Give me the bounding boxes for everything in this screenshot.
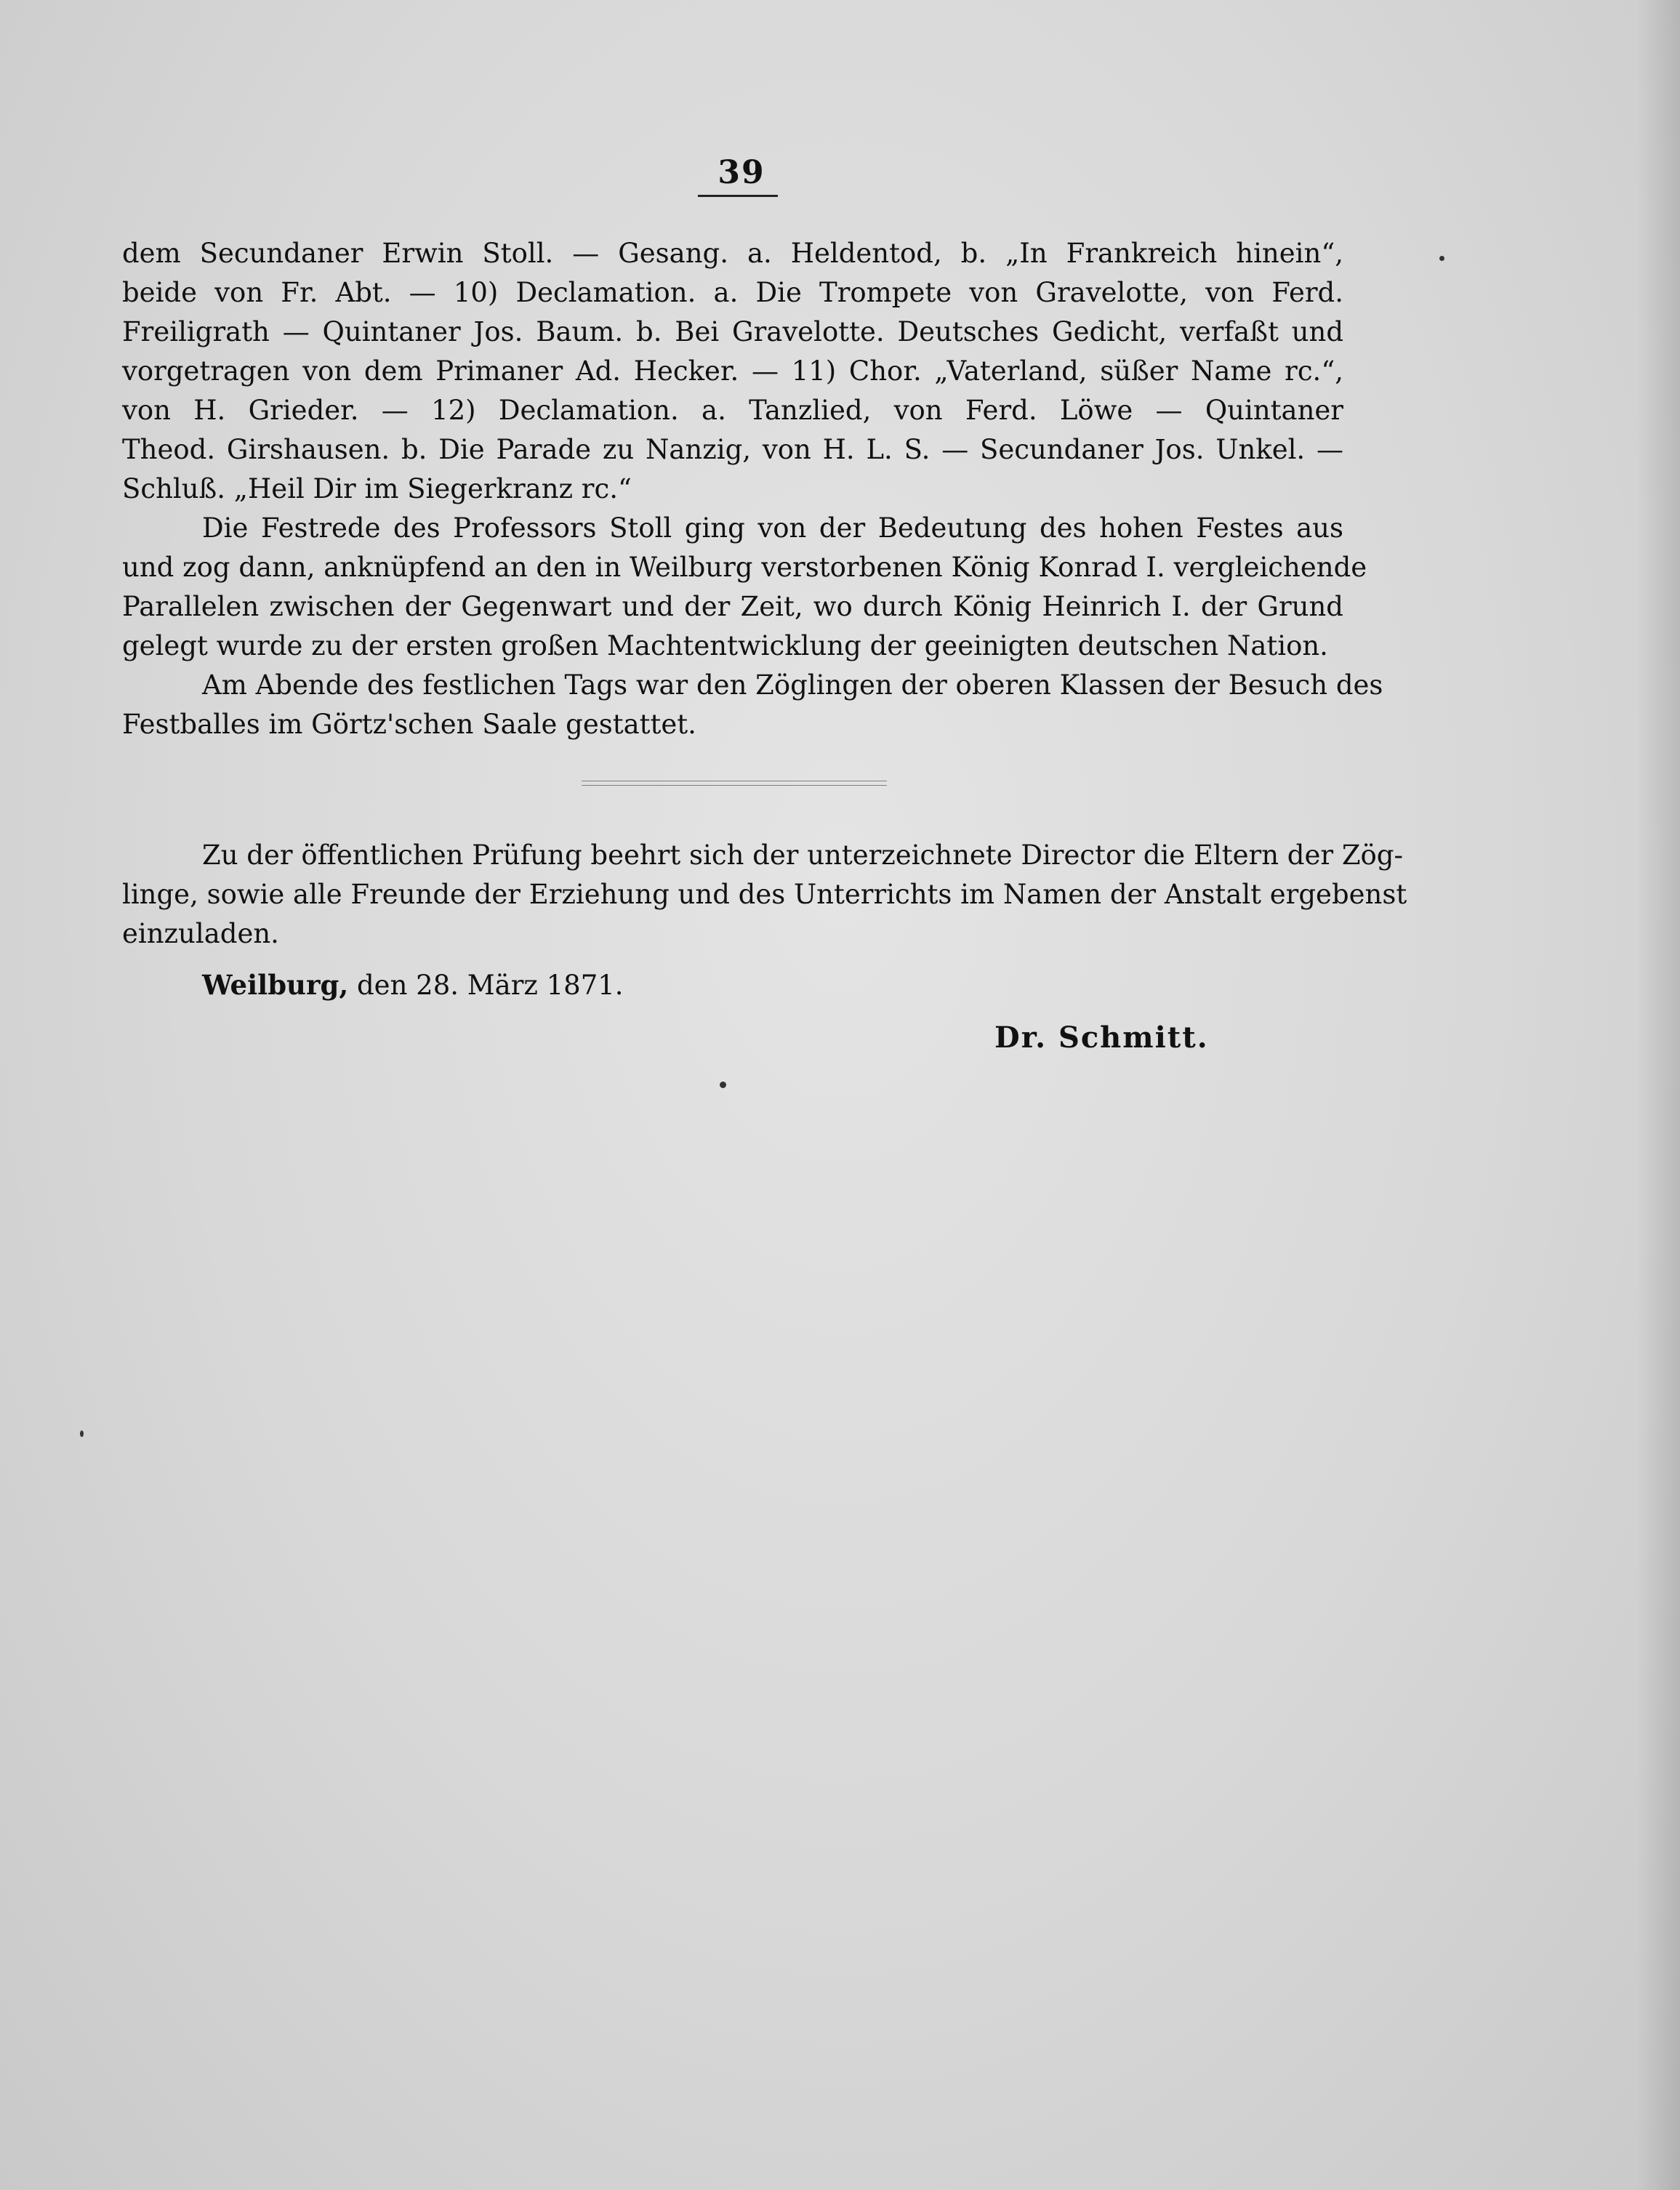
- ink-speck: [80, 1430, 84, 1437]
- programme-line-3: Freiligrath — Quintaner Jos. Baum. b. Bei Gravelotte. Deutsches Gedicht, verfaßt und: [122, 316, 1343, 347]
- page-number-rule: [698, 195, 778, 197]
- festball-line-1: Am Abende des festlichen Tags war den Zöglingen der oberen Klassen der Besuch des: [202, 669, 1383, 701]
- programme-line-1: dem Secundaner Erwin Stoll. — Gesang. a. Heldentod, b. „In Frankreich hinein“,: [122, 238, 1343, 269]
- invitation-line-1: Zu der öffentlichen Prüfung beehrt sich der unterzeichnete Director die Eltern der Zög-: [202, 840, 1403, 871]
- place-name: Weilburg,: [202, 969, 349, 1001]
- festrede-line-1: Die Festrede des Professors Stoll ging von der Bedeutung des hohen Festes aus: [202, 512, 1343, 544]
- programme-line-4: vorgetragen von dem Primaner Ad. Hecker. — 11) Chor. „Vaterland, süßer Name rc.“,: [122, 355, 1343, 387]
- date-text: den 28. März 1871.: [356, 970, 624, 1001]
- ink-speck: [1439, 256, 1444, 261]
- main-text-block: [122, 234, 1383, 744]
- programme-line-6: Theod. Girshausen. b. Die Parade zu Nanzig, von H. L. S. — Secundaner Jos. Unkel. —: [122, 434, 1343, 465]
- programme-line-7: Schluß. „Heil Dir im Siegerkranz rc.“: [122, 473, 632, 504]
- festball-line-2: Festballes im Görtz'schen Saale gestattet.: [122, 709, 696, 740]
- place-date-line: [202, 965, 624, 1005]
- ink-speck: [720, 1082, 726, 1088]
- programme-line-5: von H. Grieder. — 12) Declamation. a. Tanzlied, von Ferd. Löwe — Quintaner: [122, 395, 1343, 426]
- section-separator: [582, 781, 887, 786]
- invitation-block: [122, 836, 1407, 954]
- page-number: 39: [718, 154, 765, 191]
- invitation-line-3: einzuladen.: [122, 918, 279, 949]
- page-edge-shadow: [1636, 0, 1680, 2190]
- signature: Dr. Schmitt.: [994, 1020, 1209, 1055]
- programme-line-2: beide von Fr. Abt. — 10) Declamation. a. Die Trompete von Gravelotte, von Ferd.: [122, 277, 1343, 308]
- festrede-line-2: und zog dann, anknüpfend an den in Weilburg verstorbenen König Konrad I. vergleichende: [122, 552, 1367, 583]
- festrede-line-4: gelegt wurde zu der ersten großen Machtentwicklung der geeinigten deutschen Nation.: [122, 630, 1328, 661]
- festrede-line-3: Parallelen zwischen der Gegenwart und der Zeit, wo durch König Heinrich I. der Grund: [122, 591, 1343, 622]
- invitation-line-2: linge, sowie alle Freunde der Erziehung und des Unterrichts im Namen der Anstalt ergebenst: [122, 879, 1407, 910]
